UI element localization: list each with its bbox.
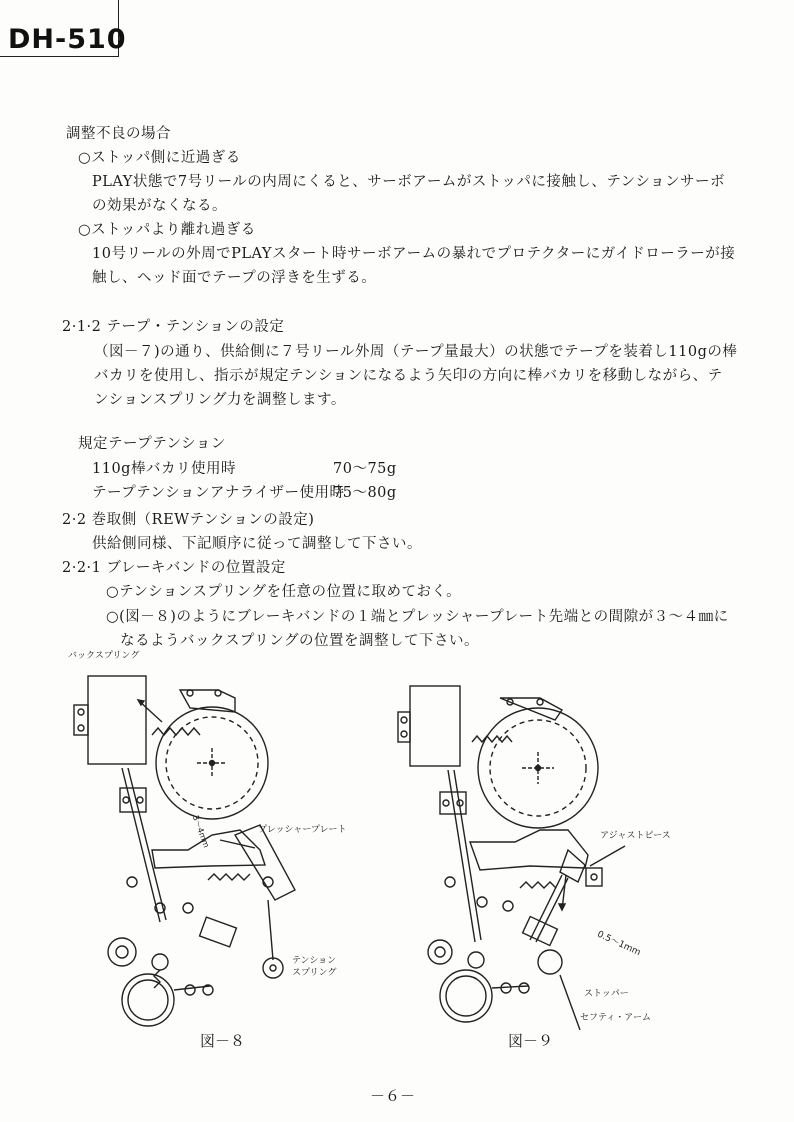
spec-row2-label: テープテンションアナライザー使用時 [92,485,345,501]
fig9-label-stopper: ストッパー [584,989,629,999]
bad-item1-line1: PLAY状態で7号リールの内周にくると、サーボアームがストッパに接触し、テンションサーボ [92,174,726,190]
spec-row1-label: 110g棒バカリ使用時 [92,461,236,477]
page-number: －６－ [370,1087,416,1105]
bad-item2-line2: 触し、ヘッド面でテープの浮きを生ずる。 [92,270,377,286]
fig8-label-gap: 3～4mm [190,814,211,849]
bad-item2-line1: 10号リールの外周でPLAYスタート時サーボアームの暴れでプロテクターにガイドローラーが接 [92,246,736,262]
section-22-title: 2·2 巻取側（REWテンションの設定) [62,512,315,528]
fig9-label-gap: 0.5～1mm [595,929,642,959]
fig8-label-pressure-plate: プレッシャープレート [258,825,347,835]
section-221-item1: ○テンションスプリングを任意の位置に取めておく。 [106,584,462,600]
section-212-line2: バカリを使用し、指示が規定テンションになるよう矢印の方向に棒バカリを移動しながら、テ [94,368,723,384]
model-label: DH-510 [8,24,127,55]
spec-row2-value: 75～80g [333,485,397,501]
bad-adjust-title: 調整不良の場合 [66,126,171,142]
section-212-line3: ンションスプリング力を調整します。 [94,392,346,408]
fig9-label-safety-arm: セフティ・アーム [580,1013,652,1023]
fig9-caption: 図－９ [508,1032,554,1050]
bad-item1-heading: ○ストッパ側に近過ぎる [78,150,241,166]
section-212-line1: （図－７)の通り、供給側に７号リール外周（テープ量最大）の状態でテープを装着し110gの棒 [94,344,738,360]
figure-9-diagram [390,650,730,1030]
spec-row1-value: 70～75g [333,461,397,477]
fig9-label-adjust-piece: アジャストピース [600,831,671,841]
fig8-caption: 図－８ [200,1032,246,1050]
section-212-title: 2·1·2 テープ・テンションの設定 [62,319,285,335]
section-221-title: 2·2·1 ブレーキバンドの位置設定 [62,560,286,576]
fig8-label-back-spring: バックスプリング [68,651,140,661]
fig8-label-tension-spring-2: スプリング [292,968,337,978]
section-221-item2-line1: ○(図－８)のようにブレーキバンドの１端とプレッシャープレート先端との間隙が３～４㎜に [106,609,729,625]
bad-item2-heading: ○ストッパより離れ過ぎる [78,222,256,238]
bad-item1-line2: の効果がなくなる。 [92,198,227,214]
fig8-label-tension-spring-1: テンション [292,956,337,966]
spec-title: 規定テープテンション [78,436,226,452]
section-22-line1: 供給側同様、下記順序に従って調整して下さい。 [92,536,422,552]
section-221-item2-line2: なるようバックスプリングの位置を調整して下さい。 [120,633,479,649]
